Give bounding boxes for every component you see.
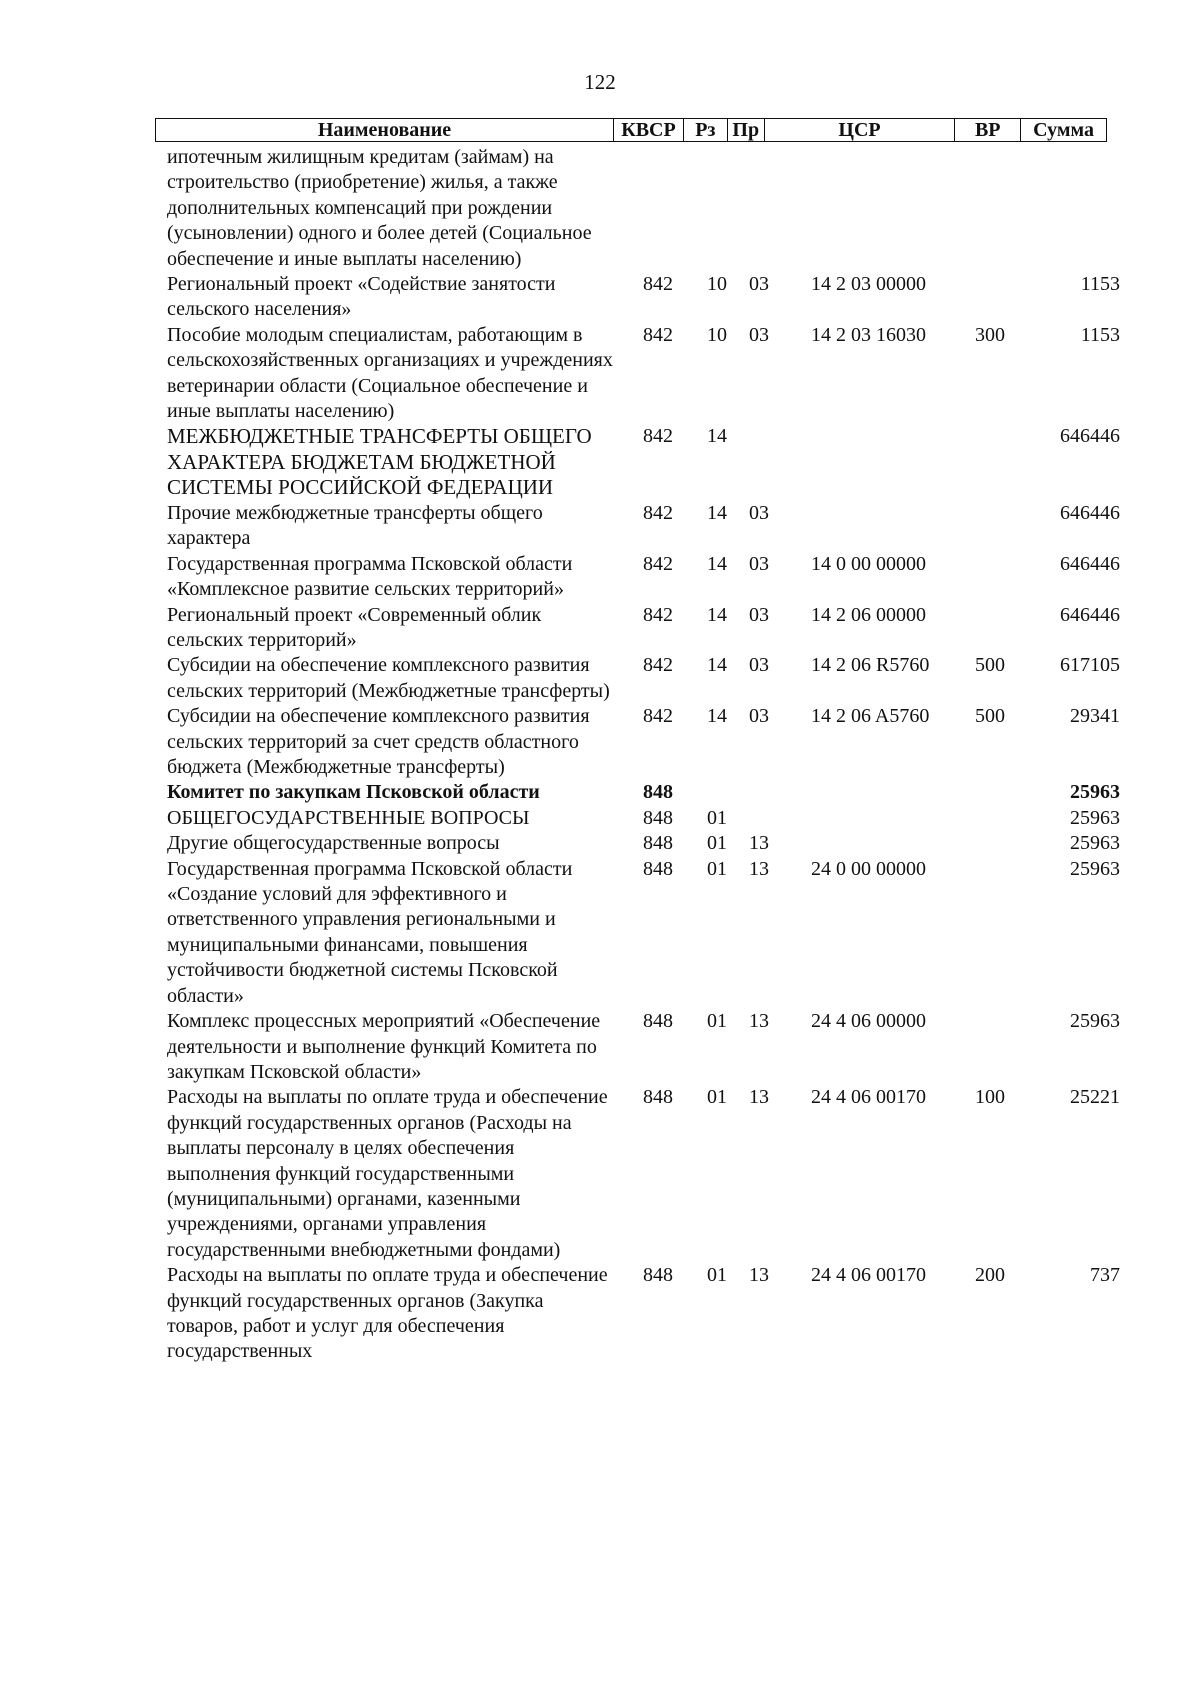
row-name: Другие общегосударственные вопросы xyxy=(167,832,500,855)
row-rz: 14 xyxy=(707,501,727,524)
row-rz: 14 xyxy=(707,603,727,626)
row-csr: 14 2 06 00000 xyxy=(811,603,926,626)
row-name: Субсидии на обеспечение комплексного развития сельских территорий (Межбюджетные трансферты) xyxy=(167,654,610,702)
row-pr: 03 xyxy=(749,603,769,626)
table-row xyxy=(0,780,1200,805)
row-kvsr: 848 xyxy=(643,806,673,829)
table-row xyxy=(0,653,1200,704)
header-vr: ВР xyxy=(955,119,1021,141)
row-sum: 25963 xyxy=(1070,832,1120,855)
row-rz: 01 xyxy=(707,1264,727,1287)
row-pr: 03 xyxy=(749,654,769,677)
row-name: Расходы на выплаты по оплате труда и обеспечение функций государственных органов (Закупка товаров, работ и услуг для обеспечения государственных xyxy=(167,1264,608,1363)
row-csr: 14 0 00 00000 xyxy=(811,552,926,575)
row-csr: 14 2 06 A5760 xyxy=(811,705,930,728)
row-pr: 03 xyxy=(749,323,769,346)
row-name: Прочие межбюджетные трансферты общего характера xyxy=(167,501,543,550)
table-row xyxy=(0,704,1200,780)
row-rz: 01 xyxy=(707,832,727,855)
row-sum: 25963 xyxy=(1070,857,1120,880)
row-rz: 01 xyxy=(707,1086,727,1109)
row-kvsr: 848 xyxy=(643,857,673,880)
row-sum: 646446 xyxy=(1060,501,1120,524)
row-kvsr: 848 xyxy=(643,1010,673,1033)
row-name: Государственная программа Псковской области «Комплексное развитие сельских территорий» xyxy=(167,552,573,601)
row-csr: 24 4 06 00170 xyxy=(811,1264,926,1287)
table-row xyxy=(0,603,1200,654)
header-pr: Пр xyxy=(728,119,765,141)
row-sum: 25963 xyxy=(1070,781,1120,804)
row-vr: 200 xyxy=(975,1264,1005,1287)
table-row xyxy=(0,145,1200,272)
row-name: Расходы на выплаты по оплате труда и обеспечение функций государственных органов (Расходы на выплаты персоналу в целях обеспечения выполнения функций государственными (муниципальными) органами, казенными учреждениями, органами управления государственными внебюджетными фондами) xyxy=(167,1086,608,1261)
row-name: Комплекс процессных мероприятий «Обеспечение деятельности и выполнение функций Комитета по закупкам Псковской области» xyxy=(167,1010,601,1083)
row-pr: 03 xyxy=(749,501,769,524)
row-name: ипотечным жилищным кредитам (займам) на строительство (приобретение) жилья, а также дополнительных компенсаций при рождении (усыновлении) одного и более детей (Социальное обеспечение и иные выплаты населению) xyxy=(167,146,592,270)
table-row xyxy=(0,552,1200,603)
row-rz: 01 xyxy=(707,857,727,880)
row-kvsr: 842 xyxy=(643,501,673,524)
table-row xyxy=(0,831,1200,856)
row-name: Региональный проект «Содействие занятости сельского населения» xyxy=(167,273,556,321)
row-sum: 646446 xyxy=(1060,552,1120,575)
header-rz: Рз xyxy=(684,119,728,141)
row-csr: 14 2 03 00000 xyxy=(811,273,926,296)
row-csr: 24 4 06 00000 xyxy=(811,1010,926,1033)
row-vr: 300 xyxy=(975,323,1005,346)
row-vr: 500 xyxy=(975,654,1005,677)
row-csr: 24 0 00 00000 xyxy=(811,857,926,880)
row-kvsr: 842 xyxy=(643,323,673,346)
row-pr: 03 xyxy=(749,273,769,296)
table-row xyxy=(0,323,1200,425)
row-sum: 25963 xyxy=(1070,806,1120,829)
row-pr: 13 xyxy=(749,857,769,880)
row-name: Субсидии на обеспечение комплексного развития сельских территорий за счет средств областного бюджета (Межбюджетные трансферты) xyxy=(167,705,590,779)
row-vr: 100 xyxy=(975,1086,1005,1109)
row-kvsr: 848 xyxy=(643,1264,673,1287)
row-rz: 14 xyxy=(707,705,727,728)
row-sum: 25963 xyxy=(1070,1010,1120,1033)
table-row xyxy=(0,424,1200,501)
table-row xyxy=(0,501,1200,552)
table-row xyxy=(0,1009,1200,1085)
row-sum: 29341 xyxy=(1070,705,1120,728)
row-name: Пособие молодым специалистам, работающим в сельскохозяйственных организациях и учреждениях ветеринарии области (Социальное обеспечение и иные выплаты населению) xyxy=(167,323,613,423)
row-name: Государственная программа Псковской области «Создание условий для эффективного и ответственного управления региональными и муниципальными финансами, повышения устойчивости бюджетной системы Псковской области» xyxy=(167,857,573,1007)
row-kvsr: 848 xyxy=(643,832,673,855)
row-rz: 14 xyxy=(707,654,727,677)
table-body xyxy=(0,145,1200,1365)
row-rz: 01 xyxy=(707,806,727,829)
row-kvsr: 842 xyxy=(643,273,673,296)
row-sum: 646446 xyxy=(1060,425,1120,448)
row-sum: 737 xyxy=(1090,1264,1120,1287)
table-row xyxy=(0,806,1200,831)
header-kvsr: КВСР xyxy=(614,119,684,141)
row-pr: 13 xyxy=(749,832,769,855)
row-sum: 646446 xyxy=(1060,603,1120,626)
row-pr: 13 xyxy=(749,1010,769,1033)
row-rz: 10 xyxy=(707,273,727,296)
row-name: МЕЖБЮДЖЕТНЫЕ ТРАНСФЕРТЫ ОБЩЕГО ХАРАКТЕРА БЮДЖЕТАМ БЮДЖЕТНОЙ СИСТЕМЫ РОССИЙСКОЙ ФЕДЕРАЦИИ xyxy=(167,424,592,500)
table-header xyxy=(155,118,1107,142)
row-rz: 01 xyxy=(707,1010,727,1033)
row-sum: 25221 xyxy=(1070,1086,1120,1109)
row-rz: 14 xyxy=(707,425,727,448)
row-kvsr: 842 xyxy=(643,425,673,448)
row-kvsr: 848 xyxy=(643,781,673,804)
table-row xyxy=(0,272,1200,323)
row-csr: 24 4 06 00170 xyxy=(811,1086,926,1109)
page-number: 122 xyxy=(584,70,616,94)
row-kvsr: 842 xyxy=(643,603,673,626)
row-sum: 617105 xyxy=(1060,654,1120,677)
row-rz: 14 xyxy=(707,552,727,575)
row-pr: 13 xyxy=(749,1264,769,1287)
row-kvsr: 848 xyxy=(643,1086,673,1109)
row-vr: 500 xyxy=(975,705,1005,728)
header-name: Наименование xyxy=(156,119,614,141)
row-rz: 10 xyxy=(707,323,727,346)
row-name: ОБЩЕГОСУДАРСТВЕННЫЕ ВОПРОСЫ xyxy=(167,806,530,829)
header-sum: Сумма xyxy=(1033,119,1094,141)
table-row xyxy=(0,1085,1200,1263)
row-pr: 03 xyxy=(749,705,769,728)
row-name: Комитет по закупкам Псковской области xyxy=(167,781,540,804)
row-pr: 13 xyxy=(749,1086,769,1109)
row-sum: 1153 xyxy=(1080,323,1120,346)
row-kvsr: 842 xyxy=(643,705,673,728)
row-csr: 14 2 03 16030 xyxy=(811,323,926,346)
row-kvsr: 842 xyxy=(643,654,673,677)
table-row xyxy=(0,857,1200,1009)
row-sum: 1153 xyxy=(1080,273,1120,296)
row-name: Региональный проект «Современный облик сельских территорий» xyxy=(167,603,542,651)
row-kvsr: 842 xyxy=(643,552,673,575)
header-csr: ЦСР xyxy=(765,119,956,141)
row-pr: 03 xyxy=(749,552,769,575)
row-csr: 14 2 06 R5760 xyxy=(811,654,930,677)
table-row xyxy=(0,1263,1200,1365)
